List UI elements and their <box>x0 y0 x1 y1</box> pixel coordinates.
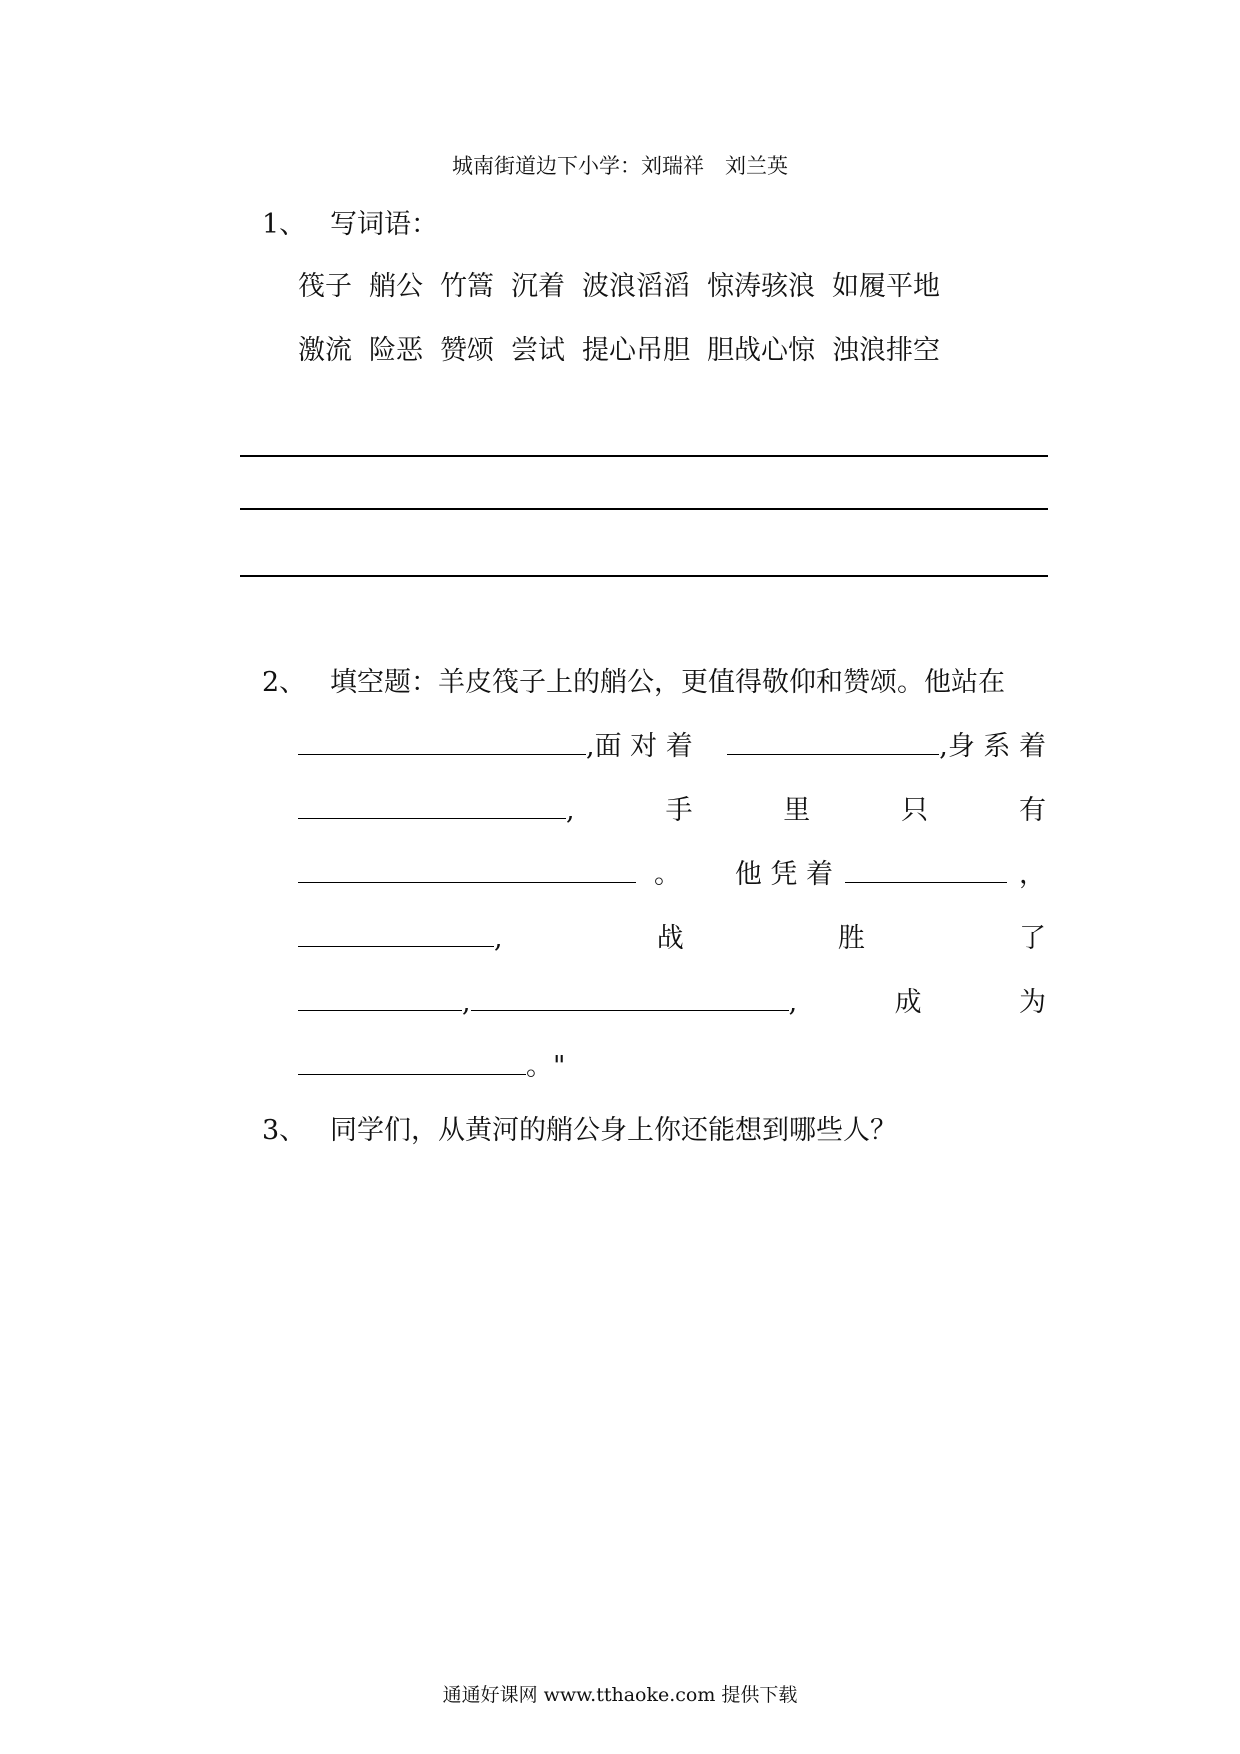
word-row-2 <box>298 328 957 367</box>
writing-line-2[interactable] <box>240 508 1048 510</box>
word: 提心吊胆 <box>582 335 690 366</box>
answer-blank[interactable] <box>298 856 636 883</box>
fill-text: ,面 对 着 <box>586 731 693 762</box>
word: 艄公 <box>369 271 423 302</box>
fill-text: 战 <box>656 923 684 954</box>
answer-blank[interactable] <box>298 1048 526 1075</box>
fill-text: 成 <box>894 987 922 1018</box>
answer-blank[interactable] <box>298 920 494 947</box>
fill-line-6 <box>298 1044 565 1083</box>
word: 沉着 <box>511 271 565 302</box>
fill-text: , <box>788 987 798 1018</box>
fill-line-4 <box>298 916 1046 955</box>
fill-text: 手 <box>665 795 693 826</box>
answer-blank[interactable] <box>471 984 789 1011</box>
word-row-1 <box>298 264 957 303</box>
fill-text: 。 <box>654 859 681 890</box>
word: 浊浪排空 <box>832 335 940 366</box>
writing-line-1[interactable] <box>240 455 1048 457</box>
answer-blank[interactable] <box>298 728 586 755</box>
fill-text: 胜 <box>837 923 865 954</box>
question-1-title: 写词语： <box>330 209 438 240</box>
word: 竹篙 <box>440 271 494 302</box>
fill-text: 里 <box>783 795 811 826</box>
word: 如履平地 <box>832 271 940 302</box>
fill-line-3 <box>298 852 1046 891</box>
question-2-number: 2、 <box>262 667 307 698</box>
fill-text: ， <box>1019 859 1046 890</box>
word: 赞颂 <box>440 335 494 366</box>
word: 筏子 <box>298 271 352 302</box>
fill-text: 只 <box>901 795 929 826</box>
fill-text: , <box>566 795 575 826</box>
fill-text: 了 <box>1018 923 1046 954</box>
fill-text: 有 <box>1018 795 1046 826</box>
word: 险恶 <box>369 335 423 366</box>
answer-blank[interactable] <box>845 856 1007 883</box>
fill-line-5 <box>298 980 1046 1019</box>
question-1-number: 1、 <box>262 209 307 240</box>
word: 尝试 <box>511 335 565 366</box>
fill-text: 。" <box>526 1051 566 1082</box>
question-2-title: 填空题：羊皮筏子上的艄公，更值得敬仰和赞颂。他站在 <box>330 667 1005 698</box>
answer-blank[interactable] <box>727 728 939 755</box>
page-footer: 通通好课网 www.tthaoke.com 提供下载 <box>442 1684 798 1706</box>
question-3-title: 同学们，从黄河的艄公身上你还能想到哪些人？ <box>330 1115 897 1146</box>
fill-text: , <box>494 923 503 954</box>
word: 激流 <box>298 335 352 366</box>
fill-line-1 <box>298 724 1046 763</box>
fill-text: 为 <box>1019 987 1046 1018</box>
answer-blank[interactable] <box>298 792 566 819</box>
answer-blank[interactable] <box>298 984 462 1011</box>
word: 波浪滔滔 <box>582 271 690 302</box>
page-header: 城南街道边下小学：刘瑞祥 刘兰英 <box>452 154 788 178</box>
fill-text: , <box>462 987 471 1018</box>
question-3-number: 3、 <box>262 1115 307 1146</box>
fill-text: ,身 系 着 <box>939 731 1046 762</box>
word: 惊涛骇浪 <box>707 271 815 302</box>
fill-text: 他 凭 着 <box>734 859 833 890</box>
fill-line-2 <box>298 788 1046 827</box>
writing-line-3[interactable] <box>240 575 1048 577</box>
word: 胆战心惊 <box>707 335 815 366</box>
